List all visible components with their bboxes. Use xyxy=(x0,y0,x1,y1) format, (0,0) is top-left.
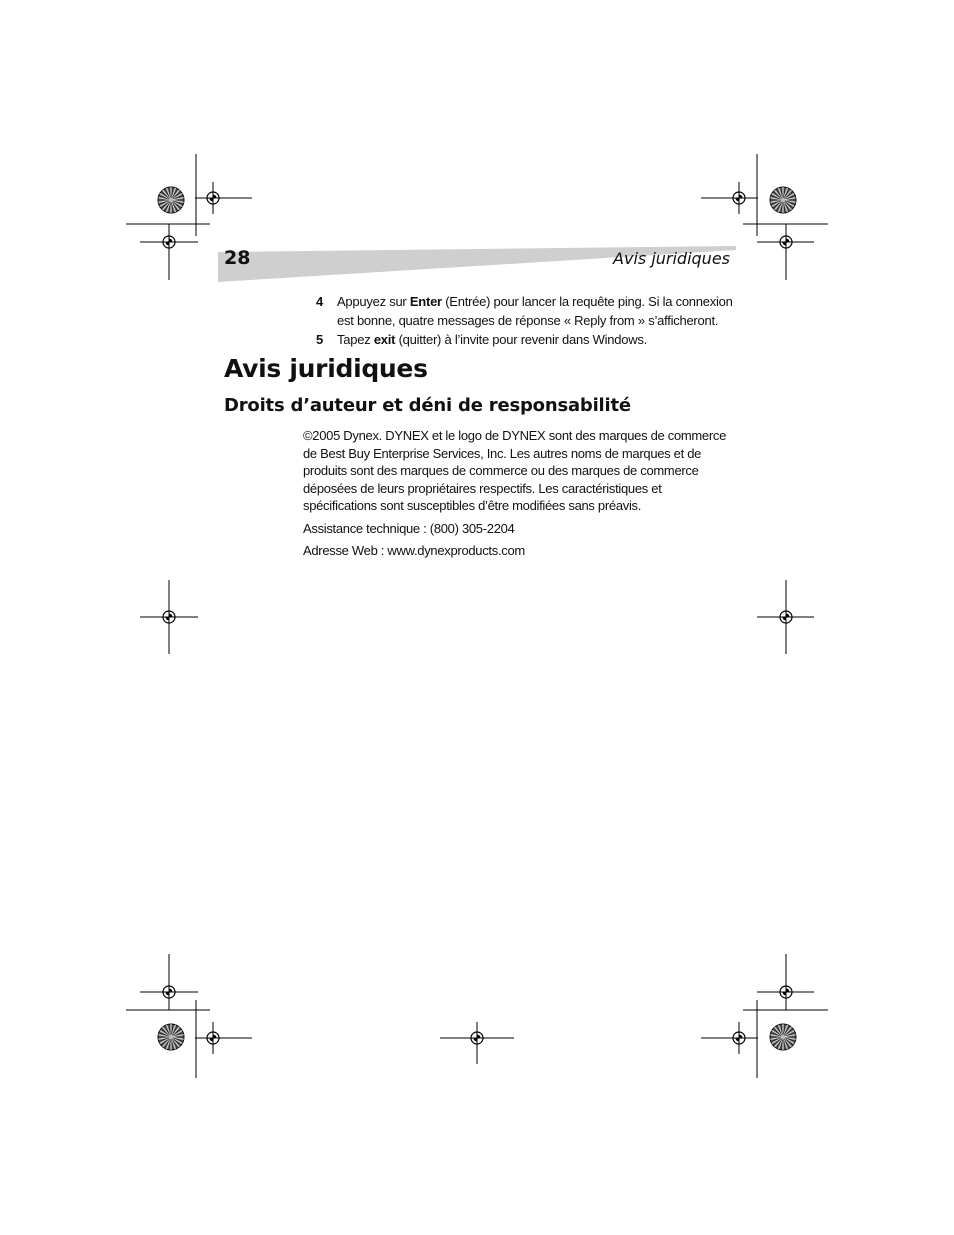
step-number: 5 xyxy=(316,332,323,347)
step-text-pre: Tapez xyxy=(337,332,374,347)
step-text xyxy=(337,331,736,350)
step-text-post: (quitter) à l’invite pour revenir dans Windows. xyxy=(395,332,647,347)
running-head: Avis juridiques xyxy=(613,249,730,268)
step-number: 4 xyxy=(316,294,323,309)
page-number: 28 xyxy=(224,247,251,269)
subsection-title: Droits d’auteur et déni de responsabilité xyxy=(224,395,631,416)
color-wheel-icon xyxy=(770,1024,796,1050)
step-item xyxy=(316,293,736,330)
legal-body xyxy=(303,427,736,565)
step-key: exit xyxy=(373,332,396,347)
copyright-paragraph: ©2005 Dynex. DYNEX et le logo de DYNEX sont des marques de commerce de Best Buy Enterprise Services, Inc. Les autres noms de marques et de produits sont des marques de commerce ou des marques de commerce déposées de leurs propriétaires respectifs. Les caractéristiques et spécifications sont susceptibles d’être modifiées sans préavis. xyxy=(303,428,727,513)
step-list xyxy=(316,293,736,350)
web-address: Adresse Web : www.dynexproducts.com xyxy=(303,543,525,558)
step-text-pre: Appuyez sur xyxy=(337,294,410,309)
section-title: Avis juridiques xyxy=(224,354,428,383)
color-wheel-icon xyxy=(770,187,796,213)
step-text-post: (Entrée) pour lancer la requête ping. Si la connexion est bonne, quatre messages de réponse « Reply from » s’afficheront. xyxy=(337,294,733,328)
color-wheel-icon xyxy=(158,187,184,213)
support-phone: Assistance technique : (800) 305-2204 xyxy=(303,520,515,536)
step-item xyxy=(316,331,736,350)
step-key: Enter xyxy=(409,294,442,309)
step-text xyxy=(337,293,736,330)
color-wheel-icon xyxy=(158,1024,184,1050)
